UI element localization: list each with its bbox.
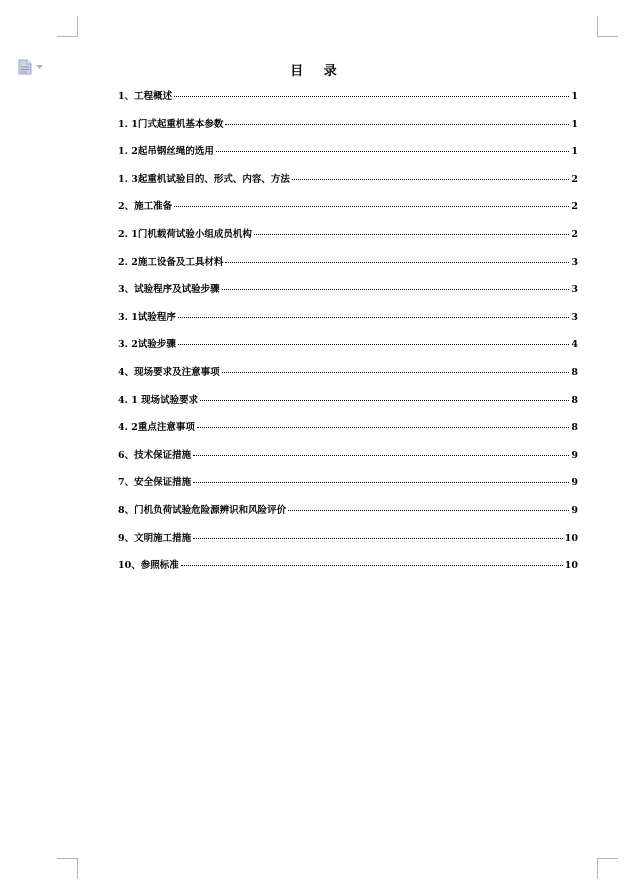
- toc-leader-dots: [174, 96, 569, 97]
- toc-leader-dots: [292, 179, 570, 180]
- toc-entry-title: 3. 1试验程序: [118, 311, 176, 323]
- toc-entry-title: 7、安全保证措施: [118, 477, 192, 489]
- crop-mark-top-right: [597, 16, 618, 37]
- toc-entry-title: 4. 1 现场试验要求: [118, 394, 199, 406]
- toc-entry-title: 8、门机负荷试验危险源辨识和风险评价: [118, 504, 287, 516]
- toc-entry-title: 1. 1门式起重机基本参数: [118, 118, 224, 130]
- toc-leader-dots: [200, 400, 569, 401]
- toc-entry-page-number: 10: [564, 532, 578, 544]
- toc-entry-title: 2. 1门机载荷试验小组成员机构: [118, 228, 252, 240]
- toc-entry-page-number: 8: [571, 366, 578, 378]
- toc-entry-title: 2、施工准备: [118, 201, 173, 213]
- toc-leader-dots: [254, 234, 570, 235]
- toc-entry[interactable]: [118, 364, 578, 392]
- toc-entry-title: 4. 2重点注意事项: [118, 422, 195, 434]
- toc-leader-dots: [193, 538, 563, 539]
- toc-entry[interactable]: [118, 447, 578, 475]
- toc-entry-page-number: 8: [571, 422, 578, 434]
- crop-mark-top-left: [57, 16, 78, 37]
- toc-leader-dots: [181, 565, 563, 566]
- toc-entry[interactable]: [118, 557, 578, 585]
- toc-entry-page-number: 2: [571, 201, 578, 213]
- toc-entry-page-number: 2: [571, 228, 578, 240]
- toc-entry-page-number: 10: [564, 560, 578, 572]
- toc-entry[interactable]: [118, 198, 578, 226]
- toc-entry[interactable]: [118, 254, 578, 282]
- toc-entry-title: 2. 2施工设备及工具材料: [118, 256, 224, 268]
- toc-entry-page-number: 9: [571, 477, 578, 489]
- toc-entry-title: 9、文明施工措施: [118, 532, 192, 544]
- toc-entry-page-number: 1: [571, 91, 578, 102]
- toc-entry[interactable]: [118, 474, 578, 502]
- toc-entry-page-number: 4: [571, 339, 578, 351]
- toc-entry-title: 3、试验程序及试验步骤: [118, 284, 220, 296]
- toc-entry-page-number: 3: [571, 284, 578, 296]
- toc-leader-dots: [193, 455, 569, 456]
- toc-leader-dots: [288, 510, 569, 511]
- toc-entry[interactable]: [118, 419, 578, 447]
- toc-entry[interactable]: [118, 88, 578, 116]
- toc-entry[interactable]: [118, 116, 578, 144]
- toc-entry[interactable]: [118, 309, 578, 337]
- toc-entry-page-number: 3: [571, 311, 578, 323]
- toc-entry-page-number: 1: [571, 146, 578, 158]
- toc-entry-page-number: 9: [571, 504, 578, 516]
- toc-entry-title: 1. 3起重机试验目的、形式、内容、方法: [118, 173, 290, 185]
- toc-entry[interactable]: [118, 226, 578, 254]
- toc-leader-dots: [222, 372, 570, 373]
- toc-entry-page-number: 3: [571, 256, 578, 268]
- toc-leader-dots: [225, 262, 569, 263]
- toc-entry[interactable]: [118, 392, 578, 420]
- table-of-contents: [118, 88, 578, 585]
- toc-entry-page-number: 1: [571, 118, 578, 130]
- page-title: 目 录: [290, 64, 345, 79]
- toc-entry[interactable]: [118, 171, 578, 199]
- toc-entry-title: 3. 2试验步骤: [118, 339, 176, 351]
- toc-entry-title: 10、参照标准: [118, 560, 179, 572]
- crop-mark-bottom-left: [57, 858, 78, 879]
- toc-entry[interactable]: [118, 336, 578, 364]
- toc-entry-page-number: 2: [571, 173, 578, 185]
- toc-leader-dots: [174, 206, 569, 207]
- toc-entry[interactable]: [118, 281, 578, 309]
- toc-leader-dots: [178, 344, 570, 345]
- toc-entry[interactable]: [118, 143, 578, 171]
- toc-entry-page-number: 8: [571, 394, 578, 406]
- toc-leader-dots: [197, 427, 570, 428]
- toc-entry-title: 4、现场要求及注意事项: [118, 366, 220, 378]
- crop-mark-bottom-right: [597, 858, 618, 879]
- toc-leader-dots: [193, 482, 569, 483]
- toc-leader-dots: [225, 124, 569, 125]
- toc-entry-title: 1. 2起吊钢丝绳的选用: [118, 146, 214, 158]
- toc-leader-dots: [178, 317, 570, 318]
- toc-leader-dots: [216, 151, 570, 152]
- toc-entry[interactable]: [118, 502, 578, 530]
- toc-entry-page-number: 9: [571, 449, 578, 461]
- toc-entry-title: 6、技术保证措施: [118, 449, 192, 461]
- toc-entry[interactable]: [118, 530, 578, 558]
- toc-entry-title: 1、工程概述: [118, 91, 173, 102]
- toc-leader-dots: [222, 289, 570, 290]
